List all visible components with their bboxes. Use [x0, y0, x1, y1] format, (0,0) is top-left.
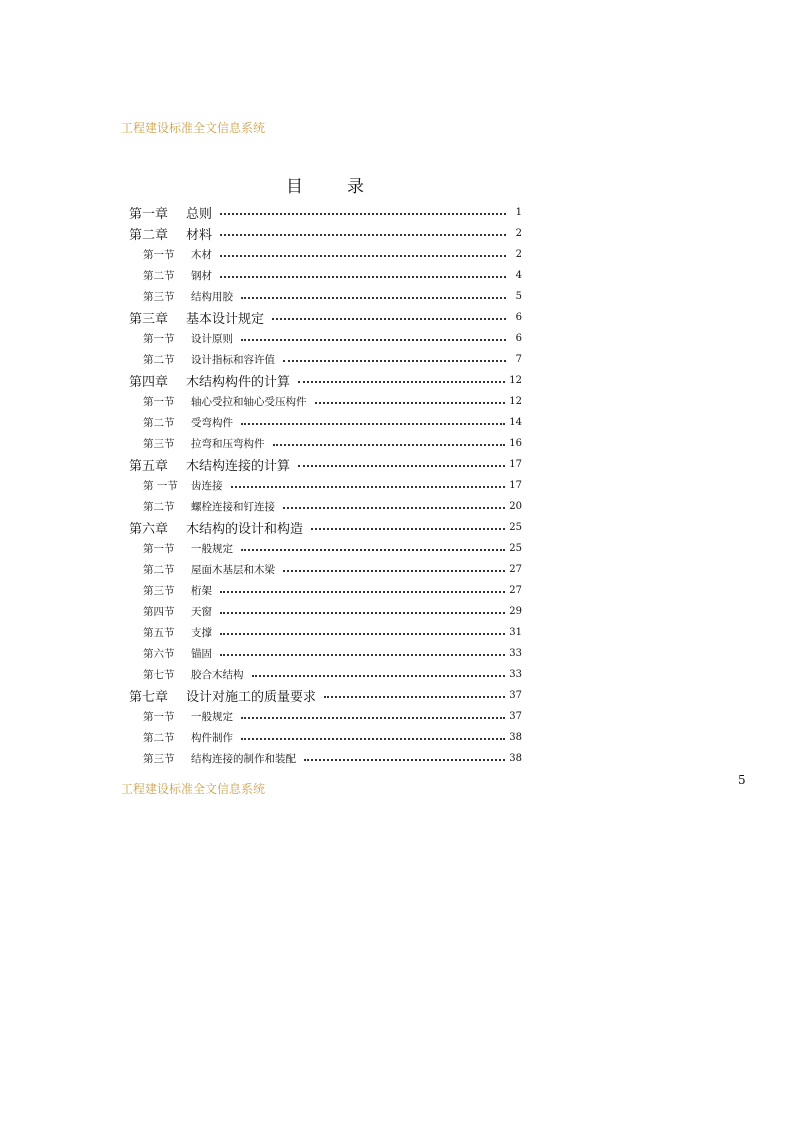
toc-chapter-entry[interactable] — [129, 685, 522, 706]
toc-entry-title: 胶合木结构 — [191, 669, 244, 681]
toc-entry-page: 27 — [509, 564, 522, 575]
toc-leader-dots — [298, 380, 505, 383]
toc-entry-page: 7 — [515, 354, 522, 365]
toc-section-entry[interactable] — [129, 433, 522, 454]
toc-entry-number: 第一节 — [143, 333, 175, 345]
toc-chapter-entry[interactable] — [129, 370, 522, 391]
toc-entry-number: 第二章 — [129, 228, 169, 243]
toc-leader-dots — [241, 548, 505, 551]
toc-entry-title: 天窗 — [191, 606, 212, 618]
toc-leader-dots — [283, 569, 505, 572]
toc-leader-dots — [324, 695, 505, 698]
toc-entry-number: 第一节 — [143, 249, 175, 261]
toc-entry-number: 第一章 — [129, 207, 169, 222]
toc-leader-dots — [220, 590, 505, 593]
toc-entry-title: 总则 — [186, 207, 213, 222]
watermark-bottom: 工程建设标准全文信息系统 — [121, 782, 266, 796]
toc-section-entry[interactable] — [129, 538, 522, 559]
toc-entry-title: 一般规定 — [191, 711, 233, 723]
toc-entry-title: 结构用胶 — [191, 291, 233, 303]
toc-entry-page: 27 — [509, 585, 522, 596]
toc-entry-number: 第四章 — [129, 375, 169, 390]
toc-entry-page: 20 — [509, 501, 522, 512]
toc-entry-page: 37 — [509, 711, 522, 722]
toc-entry-title: 齿连接 — [191, 480, 223, 492]
toc-entry-title: 设计对施工的质量要求 — [186, 690, 317, 705]
toc-chapter-entry[interactable] — [129, 454, 522, 475]
toc-leader-dots — [252, 674, 506, 677]
toc-entry-title: 钢材 — [191, 270, 212, 282]
toc-entry-number: 第二节 — [143, 270, 175, 282]
toc-leader-dots — [273, 443, 506, 446]
toc-entry-title: 螺栓连接和钉连接 — [191, 501, 275, 513]
toc-entry-page: 25 — [509, 543, 522, 554]
toc-entry-title: 木材 — [191, 249, 212, 261]
toc-title-right: 录 — [347, 177, 364, 197]
toc-section-entry[interactable] — [129, 328, 522, 349]
toc-entry-title: 材料 — [186, 228, 213, 243]
toc-leader-dots — [311, 527, 505, 530]
toc-section-entry[interactable] — [129, 748, 522, 769]
toc-leader-dots — [241, 338, 506, 341]
toc-chapter-entry[interactable] — [129, 202, 522, 223]
toc-leader-dots — [283, 506, 505, 509]
toc-entry-number: 第二节 — [143, 354, 175, 366]
toc-entry-title: 拉弯和压弯构件 — [191, 438, 265, 450]
toc-entry-title: 桁架 — [191, 585, 212, 597]
toc-title — [0, 172, 650, 197]
toc-entry-number: 第一节 — [143, 711, 175, 723]
toc-entry-page: 1 — [515, 207, 522, 218]
toc-entry-title: 木结构连接的计算 — [186, 459, 291, 474]
toc-entry-title: 构件制作 — [191, 732, 233, 744]
toc-entry-title: 设计指标和容许值 — [191, 354, 275, 366]
table-of-contents — [129, 202, 522, 769]
toc-leader-dots — [241, 737, 505, 740]
toc-entry-page: 5 — [515, 291, 522, 302]
toc-entry-number: 第三节 — [143, 438, 175, 450]
toc-entry-number: 第三节 — [143, 291, 175, 303]
toc-leader-dots — [231, 485, 506, 488]
toc-section-entry[interactable] — [129, 475, 522, 496]
toc-entry-title: 结构连接的制作和装配 — [191, 753, 296, 765]
toc-entry-number: 第六章 — [129, 522, 169, 537]
toc-entry-number: 第三节 — [143, 585, 175, 597]
toc-entry-number: 第二节 — [143, 564, 175, 576]
toc-section-entry[interactable] — [129, 664, 522, 685]
toc-entry-number: 第四节 — [143, 606, 175, 618]
toc-leader-dots — [315, 401, 506, 404]
toc-entry-title: 轴心受拉和轴心受压构件 — [191, 396, 307, 408]
toc-entry-number: 第二节 — [143, 501, 175, 513]
toc-leader-dots — [283, 359, 506, 362]
toc-entry-page: 33 — [509, 669, 522, 680]
toc-section-entry[interactable] — [129, 391, 522, 412]
toc-section-entry[interactable] — [129, 622, 522, 643]
toc-entry-title: 锚固 — [191, 648, 212, 660]
toc-entry-page: 2 — [515, 228, 522, 239]
toc-entry-page: 2 — [515, 249, 522, 260]
toc-section-entry[interactable] — [129, 265, 522, 286]
toc-entry-title: 木结构的设计和构造 — [186, 522, 304, 537]
toc-entry-number: 第五节 — [143, 627, 175, 639]
toc-section-entry[interactable] — [129, 580, 522, 601]
toc-entry-title: 基本设计规定 — [186, 312, 265, 327]
toc-entry-page: 33 — [509, 648, 522, 659]
toc-leader-dots — [220, 632, 505, 635]
toc-leader-dots — [220, 233, 506, 236]
toc-entry-title: 一般规定 — [191, 543, 233, 555]
toc-entry-page: 6 — [515, 312, 522, 323]
toc-leader-dots — [220, 611, 505, 614]
toc-section-entry[interactable] — [129, 244, 522, 265]
toc-entry-number: 第二节 — [143, 732, 175, 744]
toc-entry-title: 木结构构件的计算 — [186, 375, 291, 390]
toc-entry-page: 29 — [509, 606, 522, 617]
toc-leader-dots — [272, 317, 506, 320]
toc-entry-number: 第三节 — [143, 753, 175, 765]
toc-leader-dots — [241, 422, 505, 425]
toc-entry-number: 第六节 — [143, 648, 175, 660]
toc-leader-dots — [220, 275, 506, 278]
toc-section-entry[interactable] — [129, 559, 522, 580]
toc-entry-page: 12 — [509, 396, 522, 407]
toc-entry-title: 受弯构件 — [191, 417, 233, 429]
toc-leader-dots — [220, 653, 505, 656]
watermark-top: 工程建设标准全文信息系统 — [121, 121, 266, 135]
toc-chapter-entry[interactable] — [129, 223, 522, 244]
toc-entry-page: 6 — [515, 333, 522, 344]
toc-entry-page: 4 — [515, 270, 522, 281]
toc-section-entry[interactable] — [129, 286, 522, 307]
toc-leader-dots — [220, 212, 506, 215]
toc-section-entry[interactable] — [129, 601, 522, 622]
toc-section-entry[interactable] — [129, 349, 522, 370]
toc-entry-number: 第五章 — [129, 459, 169, 474]
toc-entry-number: 第一节 — [143, 396, 175, 408]
toc-entry-page: 14 — [509, 417, 522, 428]
toc-entry-title: 支撑 — [191, 627, 212, 639]
toc-entry-page: 12 — [509, 375, 522, 386]
toc-leader-dots — [241, 716, 505, 719]
toc-entry-page: 17 — [509, 459, 522, 470]
toc-section-entry[interactable] — [129, 706, 522, 727]
toc-entry-page: 37 — [509, 690, 522, 701]
toc-leader-dots — [298, 464, 505, 467]
toc-entry-number: 第 一节 — [143, 480, 178, 492]
toc-entry-title: 设计原则 — [191, 333, 233, 345]
toc-section-entry[interactable] — [129, 727, 522, 748]
toc-chapter-entry[interactable] — [129, 517, 522, 538]
toc-entry-number: 第一节 — [143, 543, 175, 555]
toc-entry-number: 第七章 — [129, 690, 169, 705]
toc-section-entry[interactable] — [129, 412, 522, 433]
toc-entry-page: 38 — [509, 732, 522, 743]
toc-entry-page: 31 — [509, 627, 522, 638]
toc-leader-dots — [220, 254, 506, 257]
toc-leader-dots — [241, 296, 506, 299]
toc-entry-page: 38 — [509, 753, 522, 764]
toc-entry-page: 17 — [509, 480, 522, 491]
toc-entry-number: 第七节 — [143, 669, 175, 681]
toc-entry-page: 25 — [509, 522, 522, 533]
page-number: 5 — [738, 773, 746, 787]
toc-entry-page: 16 — [509, 438, 522, 449]
toc-section-entry[interactable] — [129, 496, 522, 517]
toc-entry-title: 屋面木基层和木梁 — [191, 564, 275, 576]
toc-entry-number: 第三章 — [129, 312, 169, 327]
toc-entry-number: 第二节 — [143, 417, 175, 429]
toc-chapter-entry[interactable] — [129, 307, 522, 328]
toc-leader-dots — [304, 758, 505, 761]
toc-section-entry[interactable] — [129, 643, 522, 664]
toc-title-left: 目 — [286, 177, 303, 197]
